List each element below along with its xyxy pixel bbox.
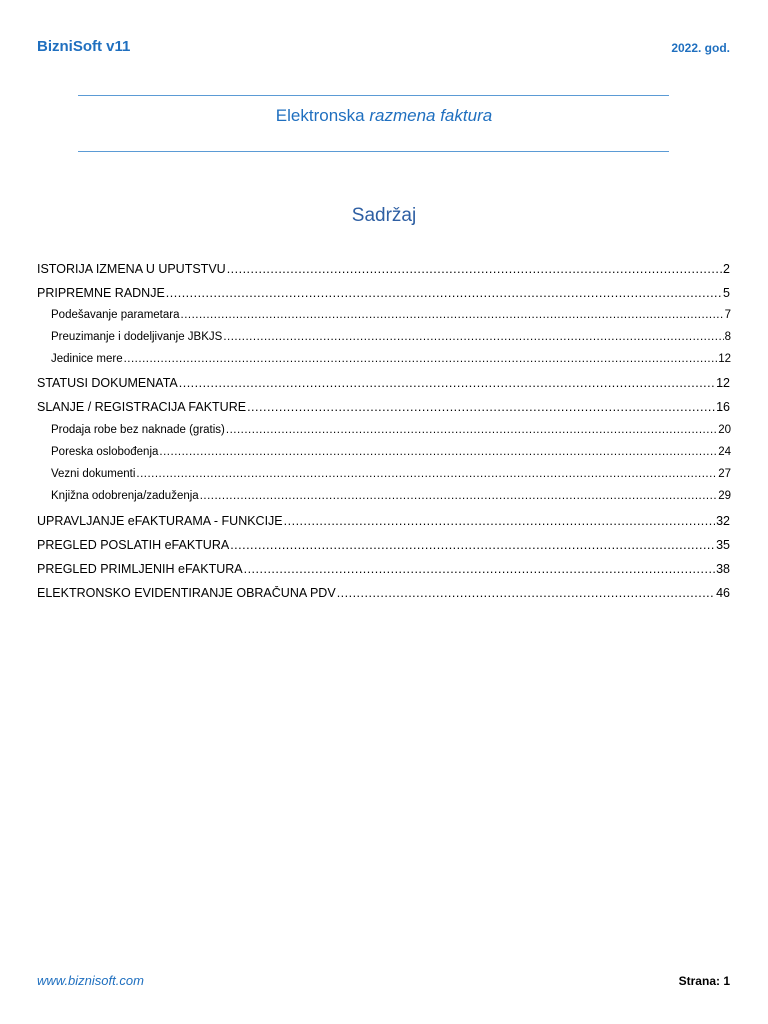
toc-entry[interactable] (51, 353, 731, 370)
document-year: 2022. god. (671, 41, 730, 55)
toc-entry-label: Prodaja robe bez naknade (gratis) (51, 424, 225, 436)
toc-entry-label: PREGLED POSLATIH eFAKTURA (37, 538, 230, 552)
toc-entry-page: 38 (716, 562, 730, 576)
toc-dot-leader (181, 309, 724, 321)
toc-entry-label: PRIPREMNE RADNJE (37, 286, 165, 300)
toc-entry-label: Jedinice mere (51, 353, 123, 365)
toc-dot-leader (247, 400, 715, 414)
toc-entry-page: 29 (718, 490, 731, 502)
toc-dot-leader (244, 562, 715, 576)
brand-title: BizniSoft v11 (37, 38, 131, 55)
toc-dot-leader (226, 424, 717, 436)
toc-dot-leader (200, 490, 718, 502)
toc-entry[interactable] (51, 309, 731, 326)
toc-entry-page: 46 (716, 586, 730, 600)
toc-entry[interactable] (51, 490, 731, 507)
toc-entry[interactable] (37, 286, 730, 304)
toc-entry[interactable] (37, 514, 730, 532)
toc-dot-leader (136, 468, 717, 480)
toc-entry[interactable] (37, 262, 730, 280)
toc-entry[interactable] (37, 376, 730, 394)
toc-dot-leader (337, 586, 715, 600)
title-bottom-rule (78, 151, 669, 152)
toc-entry[interactable] (37, 586, 730, 604)
toc-entry-label: Preuzimanje i dodeljivanje JBKJS (51, 331, 223, 343)
toc-entry-page: 8 (724, 331, 731, 343)
toc-dot-leader (124, 353, 718, 365)
toc-entry-page: 16 (716, 400, 730, 414)
toc-entry-label: ELEKTRONSKO EVIDENTIRANJE OBRAČUNA PDV (37, 586, 336, 600)
toc-dot-leader (227, 262, 722, 276)
toc-heading: Sadržaj (351, 205, 417, 226)
document-title-normal: Elektronska (275, 106, 370, 125)
document-title-italic: razmena faktura (369, 106, 493, 125)
toc-entry-label: Podešavanje parametara (51, 309, 180, 321)
toc-entry-label: PREGLED PRIMLJENIH eFAKTURA (37, 562, 243, 576)
toc-entry-page: 32 (716, 514, 730, 528)
website-link[interactable]: www.biznisoft.com (37, 973, 144, 988)
toc-entry[interactable] (51, 424, 731, 441)
toc-entry-label: Vezni dokumenti (51, 468, 136, 480)
toc-entry-page: 27 (718, 468, 731, 480)
toc-entry[interactable] (37, 562, 730, 580)
toc-dot-leader (179, 376, 715, 390)
title-top-rule (78, 95, 669, 96)
toc-entry-label: SLANJE / REGISTRACIJA FAKTURE (37, 400, 247, 414)
toc-entry[interactable] (51, 446, 731, 463)
toc-entry-page: 20 (718, 424, 731, 436)
toc-dot-leader (223, 331, 723, 343)
toc-entry[interactable] (37, 400, 730, 418)
page-number: Strana: 1 (678, 974, 730, 988)
toc-entry-page: 5 (723, 286, 730, 300)
toc-dot-leader (166, 286, 722, 300)
toc-dot-leader (284, 514, 715, 528)
toc-entry[interactable] (51, 468, 731, 485)
toc-entry-label: Poreska oslobođenja (51, 446, 159, 458)
toc-dot-leader (230, 538, 715, 552)
toc-entry-page: 24 (718, 446, 731, 458)
toc-entry-label: UPRAVLJANJE eFAKTURAMA - FUNKCIJE (37, 514, 283, 528)
toc-entry-page: 12 (716, 376, 730, 390)
toc-entry-page: 2 (723, 262, 730, 276)
document-title (0, 106, 768, 126)
toc-entry-label: Knjižna odobrenja/zaduženja (51, 490, 199, 502)
toc-entry-label: STATUSI DOKUMENATA (37, 376, 178, 390)
toc-entry-label: ISTORIJA IZMENA U UPUTSTVU (37, 262, 226, 276)
toc-dot-leader (159, 446, 717, 458)
toc-entry-page: 35 (716, 538, 730, 552)
toc-entry[interactable] (37, 538, 730, 556)
toc-entry-page: 12 (718, 353, 731, 365)
toc-entry-page: 7 (724, 309, 731, 321)
toc-entry[interactable] (51, 331, 731, 348)
